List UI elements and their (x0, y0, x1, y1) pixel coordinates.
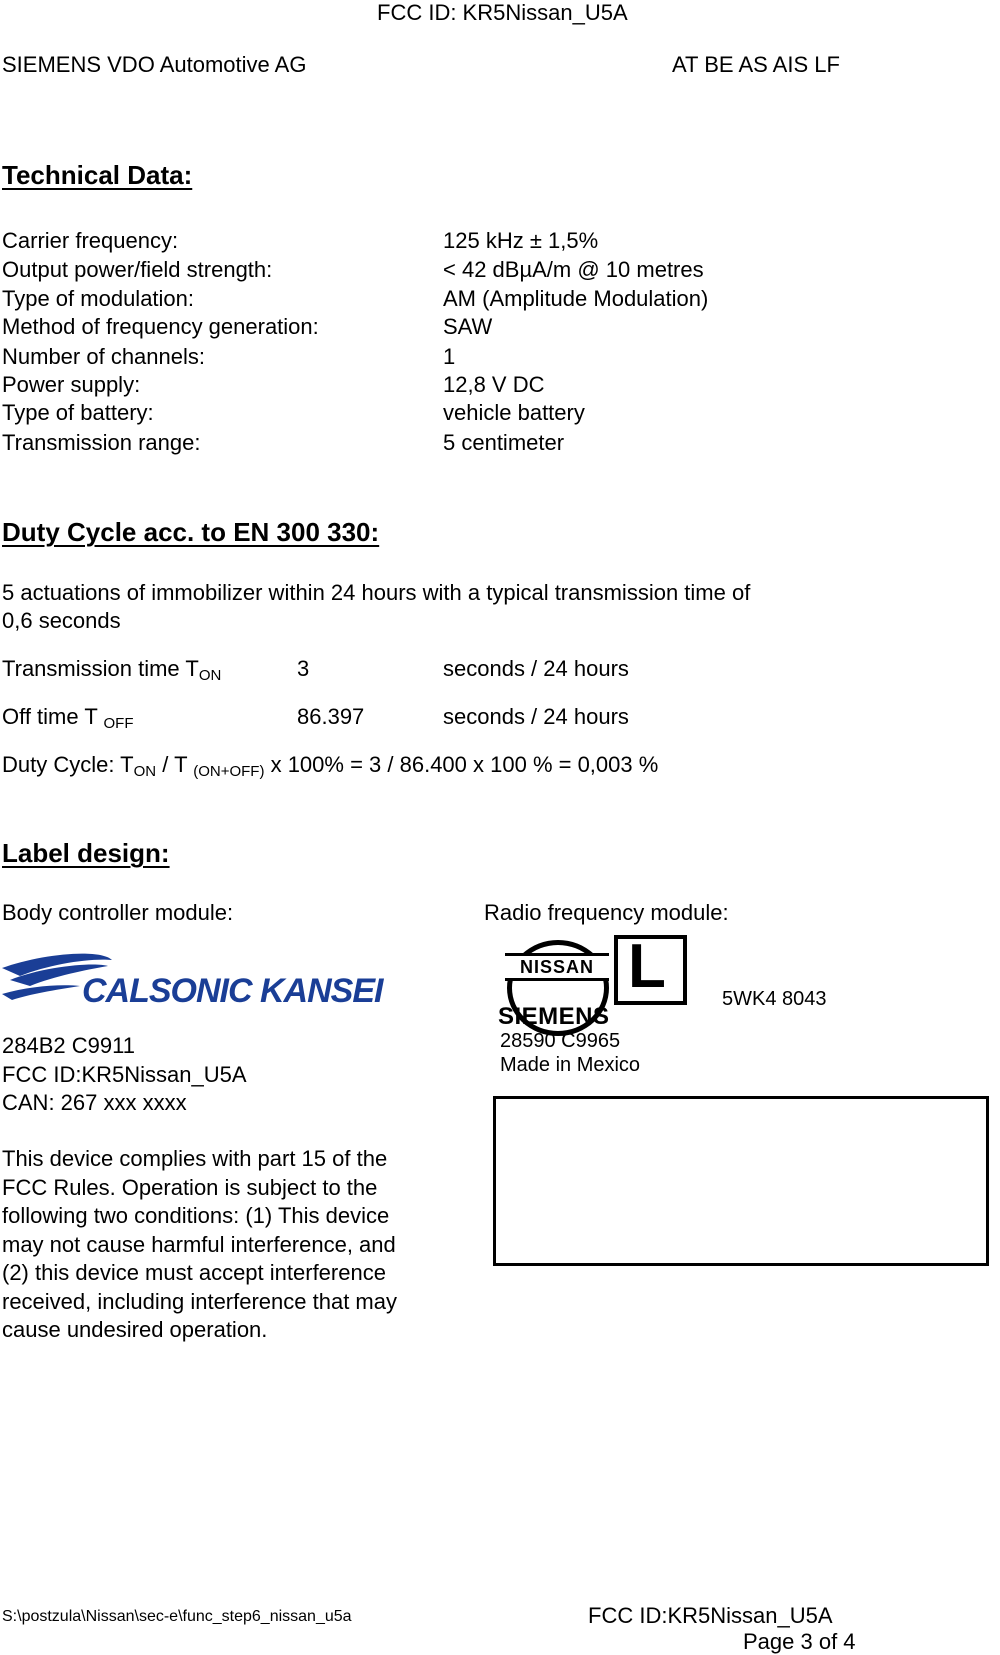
formula-sub-on: ON (133, 763, 157, 780)
tech-value: 1 (443, 344, 456, 369)
tech-label: Carrier frequency: (2, 228, 179, 253)
duty-title: Duty Cycle acc. to EN 300 330: (2, 517, 380, 547)
formula-part-a: Duty Cycle: T (2, 752, 134, 777)
rf-heading: Radio frequency module: (484, 900, 729, 925)
tech-label: Method of frequency generation: (2, 314, 319, 339)
compliance-line: FCC Rules. Operation is subject to the (2, 1174, 378, 1200)
toff-sub: OFF (103, 715, 134, 732)
tech-label: Transmission range: (2, 430, 201, 455)
blank-label-box (493, 1096, 989, 1266)
svg-text:CALSONIC KANSEI: CALSONIC KANSEI (82, 972, 383, 1010)
formula-sub-onoff: (ON+OFF) (193, 763, 265, 780)
header-company: SIEMENS VDO Automotive AG (2, 52, 307, 77)
compliance-line: (2) this device must accept interference (2, 1260, 386, 1285)
ton-unit: seconds / 24 hours (443, 656, 629, 681)
compliance-line: received, including interference that may (2, 1288, 397, 1314)
header-department: AT BE AS AIS LF (672, 52, 840, 77)
duty-intro-line2: 0,6 seconds (2, 608, 121, 633)
compliance-line: may not cause harmful interference, and (2, 1231, 396, 1257)
body-module-id-lines (2, 1032, 247, 1118)
ton-label (2, 656, 221, 682)
toff-label (2, 704, 133, 730)
tech-label: Type of battery: (2, 400, 154, 425)
formula-part-b: / T (156, 752, 194, 777)
ton-value: 3 (297, 656, 310, 681)
toff-value: 86.397 (297, 704, 365, 729)
rf-made-in: Made in Mexico (500, 1054, 641, 1076)
duty-intro-line1: 5 actuations of immobilizer within 24 hours with a typical transmission time of (2, 580, 751, 605)
footer-path: S:\postzula\Nissan\sec-e\func_step6_nissan_u5a (2, 1608, 352, 1625)
rf-part-number: 5WK4 8043 (722, 988, 827, 1010)
can-line: CAN: 267 xxx xxxx (2, 1090, 187, 1115)
tech-label: Power supply: (2, 372, 141, 397)
formula-part-c: x 100% = 3 / 86.400 x 100 % = 0,003 % (264, 752, 659, 777)
tech-value: vehicle battery (443, 400, 585, 425)
nissan-logo-text: NISSAN (505, 953, 609, 981)
ton-sub: ON (198, 667, 222, 684)
tech-value: 125 kHz ± 1,5% (443, 228, 599, 253)
body-heading: Body controller module: (2, 900, 234, 925)
tech-label: Output power/field strength: (2, 257, 273, 282)
footer-page: Page 3 of 4 (743, 1629, 856, 1654)
duty-formula (2, 752, 658, 778)
rf-number: 28590 C9965 (500, 1030, 621, 1052)
tech-value: AM (Amplitude Modulation) (443, 286, 709, 311)
tech-value: 5 centimeter (443, 430, 565, 455)
compliance-line: This device complies with part 15 of the (2, 1146, 388, 1171)
tech-label: Type of modulation: (2, 286, 195, 311)
footer-fcc-id: FCC ID:KR5Nissan_U5A (588, 1603, 833, 1628)
compliance-line: following two conditions: (1) This device (2, 1203, 390, 1228)
tech-value: SAW (443, 314, 493, 339)
header-fcc-id: FCC ID: KR5Nissan_U5A (377, 0, 628, 25)
calsonic-kansei-logo (0, 950, 383, 1010)
ton-label-text: Transmission time T (2, 656, 199, 681)
compliance-statement (2, 1145, 397, 1345)
l-mark: L (628, 932, 666, 1001)
siemens-logo: SIEMENS (498, 1003, 610, 1030)
tech-label: Number of channels: (2, 344, 205, 369)
tech-value: < 42 dBµA/m @ 10 metres (443, 257, 704, 282)
toff-label-text: Off time T (2, 704, 104, 729)
compliance-line: cause undesired operation. (2, 1317, 268, 1342)
label-title: Label design: (2, 838, 170, 868)
fcc-id-line: FCC ID:KR5Nissan_U5A (2, 1061, 247, 1087)
part-number: 284B2 C9911 (2, 1033, 135, 1058)
toff-unit: seconds / 24 hours (443, 704, 629, 729)
tech-value: 12,8 V DC (443, 372, 545, 397)
technical-title: Technical Data: (2, 160, 193, 190)
